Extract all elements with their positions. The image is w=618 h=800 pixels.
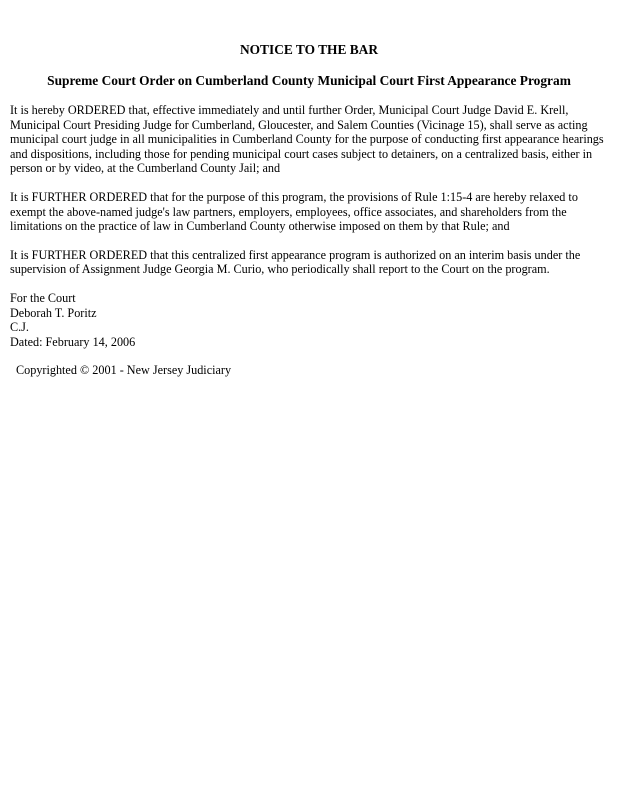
paragraph-line: and dispositions, including those for pending municipal court cases subject to detainers, on a centralized basis, either in <box>10 146 593 161</box>
paragraph-line: Municipal Court Presiding Judge for Cumberland, Gloucester, and Salem Counties (Vicinage 15), shall serve as acting <box>10 117 588 132</box>
order-paragraph-1 <box>10 103 608 176</box>
paragraph-line: supervision of Assignment Judge Georgia M. Curio, who periodically shall report to the Court on the program. <box>10 262 550 277</box>
paragraph-line: exempt the above-named judge's law partners, employers, employees, office associates, and shareholders from the <box>10 204 567 219</box>
paragraph-line: It is FURTHER ORDERED that for the purpose of this program, the provisions of Rule 1:15-4 are hereby relaxed to <box>10 189 578 204</box>
paragraph-line: It is FURTHER ORDERED that this centralized first appearance program is authorized on an interim basis under the <box>10 247 581 262</box>
order-paragraph-3 <box>10 248 608 277</box>
copyright-notice: Copyrighted © 2001 - New Jersey Judiciary <box>16 363 232 378</box>
signatory-role: C.J. <box>10 320 29 335</box>
notice-title: NOTICE TO THE BAR <box>239 42 379 57</box>
signature-block <box>10 291 608 349</box>
order-subtitle: Supreme Court Order on Cumberland County Municipal Court First Appearance Program <box>47 73 571 88</box>
order-paragraph-2 <box>10 190 608 234</box>
paragraph-line: limitations on the practice of law in Cumberland County otherwise imposed on them by that Rule; and <box>10 219 510 234</box>
paragraph-line: person or by video, at the Cumberland County Jail; and <box>10 161 281 176</box>
paragraph-line: It is hereby ORDERED that, effective immediately and until further Order, Municipal Court Judge David E. Krell, <box>10 103 569 117</box>
order-date: Dated: February 14, 2006 <box>10 334 136 349</box>
signatory-name: Deborah T. Poritz <box>10 305 97 320</box>
paragraph-line: municipal court judge in all municipalities in Cumberland County for the purpose of conducting first appearance hearings <box>10 132 604 147</box>
for-the-court: For the Court <box>10 290 76 305</box>
